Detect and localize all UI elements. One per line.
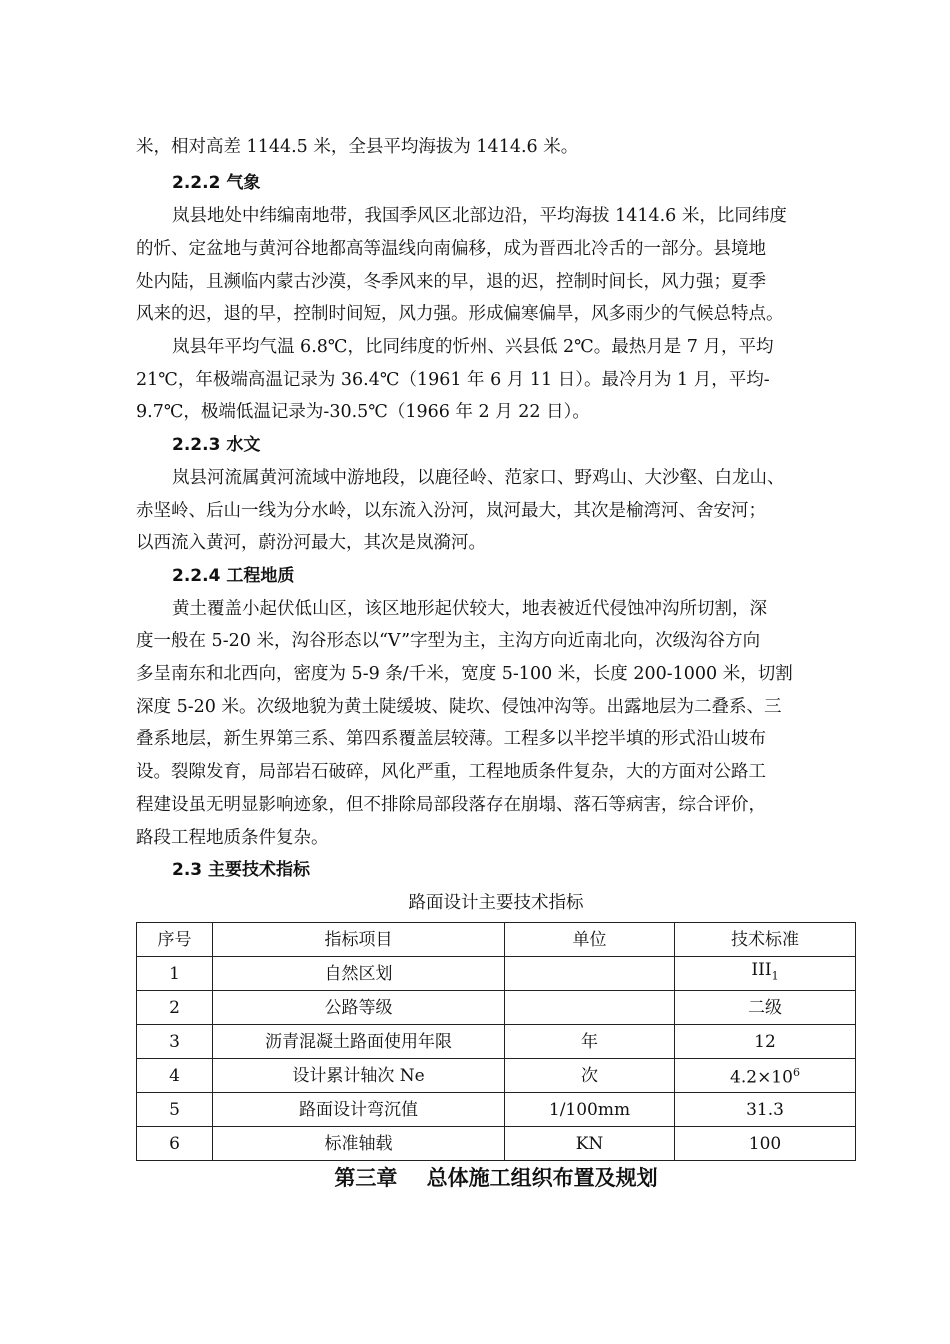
row-standard: 二级 [675, 991, 856, 1025]
paragraph-line: 赤坚岭、后山一线为分水岭，以东流入汾河，岚河最大，其次是榆湾河、舍安河； [136, 501, 766, 521]
row-standard [675, 957, 856, 991]
table-header-row [137, 923, 856, 957]
table-row [137, 1127, 856, 1161]
row-index: 3 [137, 1025, 213, 1059]
table-row [137, 1093, 856, 1127]
row-unit [505, 957, 675, 991]
paragraph-line: 度一般在 5-20 米，沟谷形态以“V”字型为主，主沟方向近南北向，次级沟谷方向 [136, 631, 761, 651]
row-standard [675, 1059, 856, 1093]
row-item: 公路等级 [213, 991, 505, 1025]
paragraph-line: 多呈南东和北西向，密度为 5-9 条/千米，宽度 5-100 米，长度 200-1000 米，切割 [136, 664, 793, 684]
paragraph-line: 黄土覆盖小起伏低山区，该区地形起伏较大，地表被近代侵蚀冲沟所切割，深 [172, 599, 767, 619]
paragraph-line: 岚县年平均气温 6.8℃，比同纬度的忻州、兴县低 2℃。最热月是 7 月，平均 [172, 337, 774, 357]
row-item: 标准轴载 [213, 1127, 505, 1161]
row-unit: KN [505, 1127, 675, 1161]
paragraph-line: 设。裂隙发育，局部岩石破碎，风化严重，工程地质条件复杂，大的方面对公路工 [136, 762, 766, 782]
row-index: 4 [137, 1059, 213, 1093]
row-standard: 31.3 [675, 1093, 856, 1127]
paragraph-line: 风来的迟，退的早，控制时间短，风力强。形成偏寒偏旱，风多雨少的气候总特点。 [136, 304, 784, 324]
paragraph-line: 的忻、定盆地与黄河谷地都高等温线向南偏移，成为晋西北冷舌的一部分。县境地 [136, 239, 766, 259]
paragraph-line: 程建设虽无明显影响迹象，但不排除局部段落存在崩塌、落石等病害，综合评价， [136, 795, 766, 815]
row-index: 1 [137, 957, 213, 991]
header-cell-item: 指标项目 [213, 923, 505, 957]
chapter-title: 第三章 总体施工组织布置及规划 [334, 1166, 658, 1190]
paragraph-line: 岚县地处中纬编南地带，我国季风区北部边沿，平均海拔 1414.6 米，比同纬度 [172, 206, 787, 226]
section-heading-2-2-3: 2.2.3 水文 [172, 435, 261, 455]
row-item: 沥青混凝土路面使用年限 [213, 1025, 505, 1059]
row-item: 路面设计弯沉值 [213, 1093, 505, 1127]
header-cell-standard: 技术标准 [675, 923, 856, 957]
row-index: 5 [137, 1093, 213, 1127]
row-unit: 年 [505, 1025, 675, 1059]
standard-subscript: 1 [771, 969, 779, 983]
paragraph-line: 深度 5-20 米。次级地貌为黄土陡缓坡、陡坎、侵蚀冲沟等。出露地层为二叠系、三 [136, 697, 782, 717]
paragraph-line: 路段工程地质条件复杂。 [136, 828, 329, 848]
row-item: 自然区划 [213, 957, 505, 991]
row-unit: 次 [505, 1059, 675, 1093]
section-heading-2-3: 2.3 主要技术指标 [172, 860, 311, 880]
section-heading-2-2-2: 2.2.2 气象 [172, 173, 261, 193]
row-item: 设计累计轴次 Ne [213, 1059, 505, 1093]
section-heading-2-2-4: 2.2.4 工程地质 [172, 566, 295, 586]
paragraph-line: 9.7℃，极端低温记录为-30.5℃（1966 年 2 月 22 日）。 [136, 402, 590, 422]
row-index: 6 [137, 1127, 213, 1161]
header-cell-unit: 单位 [505, 923, 675, 957]
standard-value: 4.2×10 [730, 1067, 793, 1088]
row-index: 2 [137, 991, 213, 1025]
paragraph-line: 米，相对高差 1144.5 米，全县平均海拔为 1414.6 米。 [136, 137, 579, 157]
tech-spec-table [136, 922, 856, 1161]
table-row [137, 1025, 856, 1059]
table-row [137, 1059, 856, 1093]
table-row [137, 991, 856, 1025]
standard-superscript: 6 [792, 1066, 800, 1080]
row-unit: 1/100mm [505, 1093, 675, 1127]
paragraph-line: 叠系地层，新生界第三系、第四系覆盖层较薄。工程多以半挖半填的形式沿山坡布 [136, 729, 766, 749]
table-caption: 路面设计主要技术指标 [408, 893, 584, 913]
row-standard: 12 [675, 1025, 856, 1059]
paragraph-line: 处内陆，且濒临内蒙古沙漠，冬季风来的早，退的迟，控制时间长，风力强；夏季 [136, 272, 766, 292]
standard-value: III [751, 960, 772, 981]
header-cell-index: 序号 [137, 923, 213, 957]
table-row [137, 957, 856, 991]
row-unit [505, 991, 675, 1025]
row-standard: 100 [675, 1127, 856, 1161]
paragraph-line: 岚县河流属黄河流域中游地段，以鹿径岭、范家口、野鸡山、大沙壑、白龙山、 [172, 468, 785, 488]
paragraph-line: 以西流入黄河，蔚汾河最大，其次是岚漪河。 [136, 533, 486, 553]
paragraph-line: 21℃，年极端高温记录为 36.4℃（1961 年 6 月 11 日）。最冷月为 1 月，平均- [136, 370, 770, 390]
